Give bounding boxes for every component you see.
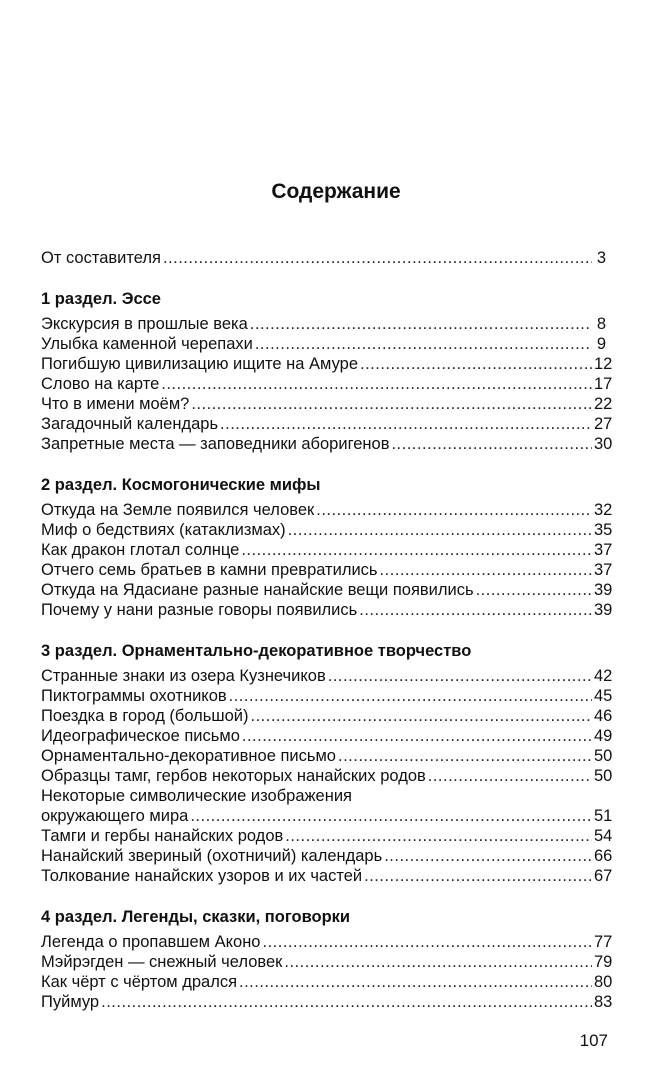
toc-entry-label: Поездка в город (большой) xyxy=(41,707,249,725)
section-title: 2 раздел. Космогонические мифы xyxy=(41,476,321,494)
dot-leader xyxy=(229,686,592,706)
toc-entry[interactable] xyxy=(41,520,613,540)
toc-entry[interactable] xyxy=(41,726,613,746)
page-title: Содержание xyxy=(271,180,401,203)
dot-leader xyxy=(190,806,592,826)
toc-section-3 xyxy=(41,640,613,886)
toc-entry[interactable] xyxy=(41,866,613,886)
toc-entry-page: 49 xyxy=(594,727,613,745)
toc-entry[interactable] xyxy=(41,806,613,826)
toc-entry[interactable] xyxy=(41,826,613,846)
toc-entry-label: Отчего семь братьев в камни превратились xyxy=(41,561,378,579)
toc-entry[interactable] xyxy=(41,354,613,374)
toc-entry-page: 17 xyxy=(594,375,613,393)
dot-leader xyxy=(428,766,592,786)
toc-entry-page: 42 xyxy=(594,667,613,685)
toc-entry-label: Толкование нанайских узоров и их частей xyxy=(41,867,363,885)
dot-leader xyxy=(250,314,592,334)
toc-entry-label: Пиктограммы охотников xyxy=(41,687,227,705)
toc-entry-page: 30 xyxy=(594,435,613,453)
toc-entry-label: Тамги и гербы нанайских родов xyxy=(41,827,284,845)
toc-entry[interactable] xyxy=(41,580,613,600)
toc-entry[interactable] xyxy=(41,434,613,454)
toc-entry[interactable] xyxy=(41,540,613,560)
dot-leader xyxy=(255,334,592,354)
toc-entry-label: Легенда о пропавшем Аконо xyxy=(41,933,261,951)
toc-entry-page: 79 xyxy=(594,953,613,971)
toc-entry[interactable] xyxy=(41,600,613,620)
toc-entry-label: Что в имени моём? xyxy=(41,395,190,413)
toc-entry[interactable] xyxy=(41,666,613,686)
dot-leader xyxy=(338,746,592,766)
toc-entry-page: 50 xyxy=(594,767,613,785)
toc-entry-page: 37 xyxy=(594,561,613,579)
toc-entry-label: От составителя xyxy=(41,249,161,267)
toc-section-1 xyxy=(41,288,613,454)
toc-section-4 xyxy=(41,906,613,1012)
toc-entry[interactable] xyxy=(41,686,613,706)
toc-entry[interactable] xyxy=(41,746,613,766)
toc-entry-label: Как чёрт с чёртом дрался xyxy=(41,973,238,991)
dot-leader xyxy=(220,414,592,434)
toc-entry-page: 39 xyxy=(594,581,613,599)
dot-leader xyxy=(191,394,592,414)
section-title: 1 раздел. Эссе xyxy=(41,290,161,308)
toc-entry-label: Орнаментально-декоративное письмо xyxy=(41,747,336,765)
toc-entry[interactable] xyxy=(41,560,613,580)
toc-entry-page: 32 xyxy=(594,501,613,519)
toc-entry-label: Запретные места — заповедники аборигенов xyxy=(41,435,390,453)
dot-leader xyxy=(161,374,592,394)
dot-leader xyxy=(284,952,592,972)
toc-entry-label: Идеографическое письмо xyxy=(41,727,240,745)
toc-entry-label-line[interactable]: Некоторые символические изображения xyxy=(41,787,352,805)
toc-entry[interactable] xyxy=(41,334,606,354)
toc-entry-label: Погибшую цивилизацию ищите на Амуре xyxy=(41,355,358,373)
toc-entry[interactable] xyxy=(41,972,613,992)
toc-entry-page: 35 xyxy=(594,521,613,539)
dot-leader xyxy=(359,600,592,620)
toc-entry-page: 66 xyxy=(594,847,613,865)
toc-entry-page: 54 xyxy=(594,827,613,845)
dot-leader xyxy=(251,706,592,726)
section-title: 4 раздел. Легенды, сказки, поговорки xyxy=(41,908,351,926)
dot-leader xyxy=(360,354,592,374)
toc-entry-page: 8 xyxy=(596,315,606,333)
toc-entry-page: 80 xyxy=(594,973,613,991)
toc-entry-label: Слово на карте xyxy=(41,375,160,393)
toc-entry-label: Откуда на Земле появился человек xyxy=(41,501,315,519)
dot-leader xyxy=(241,540,592,560)
toc-entry[interactable] xyxy=(41,952,613,972)
page-number: 107 xyxy=(579,1031,608,1050)
section-title: 3 раздел. Орнаментально-декоративное творчество xyxy=(41,642,472,660)
dot-leader xyxy=(364,866,592,886)
dot-leader xyxy=(163,248,592,268)
toc-entry[interactable] xyxy=(41,992,613,1012)
dot-leader xyxy=(476,580,592,600)
toc-entry-page: 3 xyxy=(596,249,606,267)
toc-entry-label: Откуда на Ядасиане разные нанайские вещи появились xyxy=(41,581,474,599)
toc-entry[interactable] xyxy=(41,314,606,334)
toc-section-2 xyxy=(41,474,613,620)
dot-leader xyxy=(242,726,592,746)
toc-entry-page: 83 xyxy=(594,993,613,1011)
dot-leader xyxy=(316,500,592,520)
toc-entry-page: 46 xyxy=(594,707,613,725)
toc-entry-page: 27 xyxy=(594,415,613,433)
toc-entry-page: 50 xyxy=(594,747,613,765)
toc-entry-page: 37 xyxy=(594,541,613,559)
toc-entry-page: 67 xyxy=(594,867,613,885)
toc-entry-label: Экскурсия в прошлые века xyxy=(41,315,248,333)
toc-entry-label: Как дракон глотал солнце xyxy=(41,541,240,559)
toc-entry-page: 9 xyxy=(596,335,606,353)
toc-entry-label: Мэйрэгден — снежный человек xyxy=(41,953,283,971)
toc-entry-label: Пуймур xyxy=(41,993,100,1011)
toc-entry[interactable] xyxy=(41,500,613,520)
dot-leader xyxy=(285,826,592,846)
dot-leader xyxy=(380,560,592,580)
toc-entry-label: Странные знаки из озера Кузнечиков xyxy=(41,667,326,685)
toc-entry[interactable] xyxy=(41,414,613,434)
toc-entry-page: 39 xyxy=(594,601,613,619)
toc-entry-label: Улыбка каменной черепахи xyxy=(41,335,253,353)
toc-entry-page: 77 xyxy=(594,933,613,951)
toc-entry[interactable] xyxy=(41,706,613,726)
dot-leader xyxy=(262,932,592,952)
toc-entry-page: 51 xyxy=(594,807,613,825)
toc-entry-label: Миф о бедствиях (катаклизмах) xyxy=(41,521,286,539)
toc-entry-label: Нанайский звериный (охотничий) календарь xyxy=(41,847,383,865)
toc-entry[interactable] xyxy=(41,394,613,414)
toc-entry[interactable] xyxy=(41,846,613,866)
toc-entry-label: Почему у нани разные говоры появились xyxy=(41,601,358,619)
toc-entry-page: 45 xyxy=(594,687,613,705)
toc-entry-label: окружающего мира xyxy=(41,807,189,825)
dot-leader xyxy=(239,972,592,992)
toc-entry-label: Загадочный календарь xyxy=(41,415,219,433)
dot-leader xyxy=(101,992,592,1012)
toc-entry-page: 22 xyxy=(594,395,613,413)
dot-leader xyxy=(328,666,592,686)
toc-entry-page: 12 xyxy=(594,355,613,373)
dot-leader xyxy=(391,434,592,454)
toc-entry[interactable] xyxy=(41,766,613,786)
toc-entry-intro[interactable] xyxy=(41,248,606,268)
dot-leader xyxy=(288,520,592,540)
toc-entry[interactable] xyxy=(41,932,613,952)
dot-leader xyxy=(384,846,592,866)
toc-entry-label: Образцы тамг, гербов некоторых нанайских родов xyxy=(41,767,426,785)
table-of-contents xyxy=(41,248,613,1012)
toc-entry[interactable] xyxy=(41,374,613,394)
